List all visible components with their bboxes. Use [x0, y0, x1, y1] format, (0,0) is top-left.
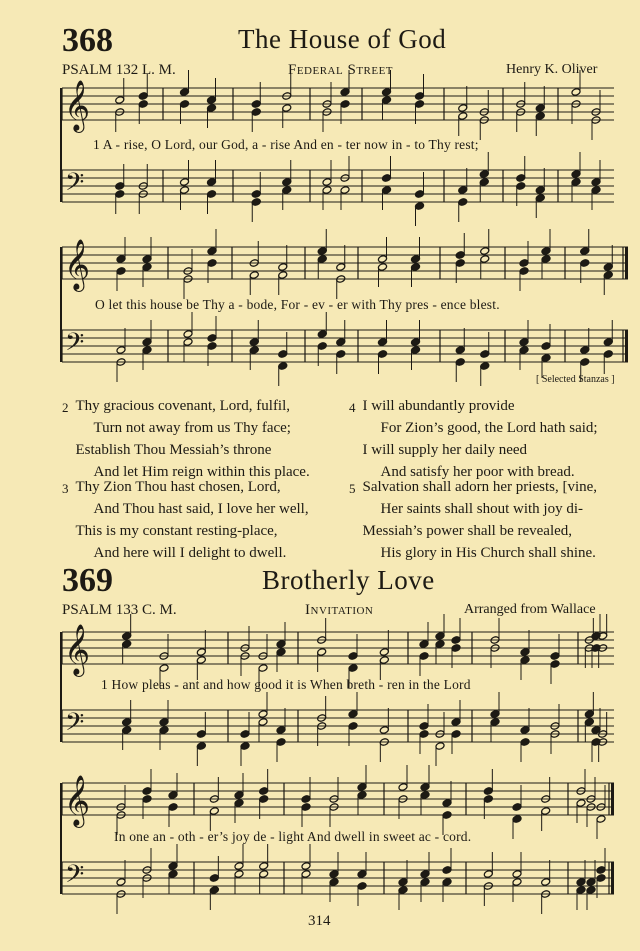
note-head [340, 100, 350, 109]
note-head [571, 178, 581, 187]
final-barline [611, 783, 614, 815]
note-head [451, 636, 461, 645]
verse-line: For Zion’s good, the Lord hath said; [380, 420, 598, 436]
note-head [519, 346, 529, 355]
note-head [455, 259, 465, 268]
bass-clef-icon: 𝄢 [65, 168, 85, 203]
verse-number: 3 [62, 481, 69, 496]
note-head [535, 186, 545, 195]
note-head [357, 882, 367, 891]
note-head [336, 338, 346, 347]
note-head [116, 267, 126, 276]
verse-block [349, 394, 599, 484]
verse-line: Thy Zion Thou hast chosen, Lord, [75, 479, 281, 495]
note-head [301, 795, 311, 804]
note-head [541, 255, 551, 264]
note-head [603, 350, 613, 359]
note-head [209, 886, 219, 895]
note-head [519, 338, 529, 347]
note-head [138, 100, 148, 109]
note-head [159, 664, 169, 673]
treble-clef-icon: 𝄞 [64, 775, 91, 826]
note-head [348, 710, 358, 719]
note-head [282, 104, 292, 113]
note-head [317, 255, 327, 264]
note-head [278, 362, 288, 371]
hymn-number: 369 [62, 562, 113, 599]
note-head [519, 267, 529, 276]
note-head [234, 799, 244, 808]
note-head [180, 178, 190, 187]
note-head [516, 182, 526, 191]
note-head [378, 263, 388, 272]
note-head [276, 738, 286, 747]
verse-line: And here will I delight to dwell. [93, 545, 287, 561]
bass-clef-icon: 𝄢 [65, 860, 85, 895]
note-head [207, 104, 217, 113]
note-head [535, 194, 545, 203]
note-head [411, 346, 421, 355]
note-head [258, 664, 268, 673]
note-head [251, 108, 261, 117]
verse-block [62, 475, 310, 565]
note-head [479, 178, 489, 187]
note-head [251, 198, 261, 207]
verse-line: I will supply her daily need [362, 442, 528, 458]
note-head [382, 88, 392, 97]
note-head [357, 870, 367, 879]
note-head [379, 726, 389, 735]
note-head [580, 247, 590, 256]
verse [349, 475, 598, 565]
note-head [142, 787, 152, 796]
note-head [180, 186, 190, 195]
verse-number: 4 [349, 400, 356, 415]
hymn-title: The House of God [238, 24, 447, 54]
note-head [240, 730, 250, 739]
hymn-title: Brotherly Love [262, 565, 435, 595]
note-head [411, 255, 421, 264]
note-head [591, 186, 601, 195]
note-head [420, 791, 430, 800]
note-head [419, 640, 429, 649]
note-head [458, 104, 468, 113]
note-head [378, 255, 388, 264]
note-head [541, 247, 551, 256]
note-head [490, 710, 500, 719]
verse-line: Messiah’s power shall be revealed, [362, 523, 573, 539]
composer: Henry K. Oliver [506, 62, 598, 77]
note-head [458, 186, 468, 195]
verse [62, 475, 310, 565]
verse-line: And Thou hast said, I love her well, [93, 501, 309, 517]
note-head [550, 660, 560, 669]
note-head [490, 718, 500, 727]
note-head [142, 338, 152, 347]
note-head [576, 886, 586, 895]
note-head [336, 350, 346, 359]
note-head [322, 186, 332, 195]
note-head [116, 346, 126, 355]
treble-clef-icon: 𝄞 [64, 239, 91, 290]
note-head [317, 342, 327, 351]
note-head [168, 870, 178, 879]
note-head [301, 803, 311, 812]
note-head [180, 100, 190, 109]
note-head [322, 178, 332, 187]
note-head [603, 263, 613, 272]
note-head [541, 807, 551, 816]
note-head [317, 648, 327, 657]
note-head [183, 330, 193, 339]
final-barline [625, 330, 628, 362]
note-head [382, 186, 392, 195]
note-head [234, 791, 244, 800]
note-head [382, 174, 392, 183]
verse-block [349, 475, 598, 565]
note-head [571, 88, 581, 97]
lyric-line: 1 How pleas - ant and how good it is When breth - ren in the Lord [101, 677, 471, 692]
note-head [520, 738, 530, 747]
note-head [259, 787, 269, 796]
note-head [420, 878, 430, 887]
note-head [479, 170, 489, 179]
note-head [451, 718, 461, 727]
note-head [207, 178, 217, 187]
note-head [196, 656, 206, 665]
note-head [442, 878, 452, 887]
note-head [259, 870, 269, 879]
note-head [249, 346, 259, 355]
note-head [442, 811, 452, 820]
note-head [336, 263, 346, 272]
lyric-line: 1 A - rise, O Lord, our God, a - rise And en - ter now in - to Thy rest; [93, 137, 479, 152]
note-head [142, 263, 152, 272]
composer: Arranged from Wallace [464, 602, 596, 617]
verse [349, 394, 599, 484]
note-head [591, 178, 601, 187]
note-head [458, 198, 468, 207]
note-head [580, 358, 590, 367]
verse-line: This is my constant resting-place, [75, 523, 278, 539]
note-head [483, 870, 493, 879]
note-head [584, 710, 594, 719]
note-head [596, 874, 606, 883]
note-head [196, 742, 206, 751]
note-head [419, 652, 429, 661]
page-number: 314 [308, 913, 331, 929]
note-head [196, 730, 206, 739]
note-head [415, 190, 425, 199]
note-head [282, 178, 292, 187]
note-head [535, 104, 545, 113]
verse [62, 394, 311, 484]
note-head [512, 803, 522, 812]
final-barline [611, 862, 614, 894]
note-head [258, 718, 268, 727]
lyric-line: O let this house be Thy a - bode, For - ev - er with Thy pres - ence blest. [95, 297, 500, 312]
note-head [480, 255, 490, 264]
note-head [357, 791, 367, 800]
note-head [180, 88, 190, 97]
hymn-meter: PSALM 133 C. M. [62, 602, 177, 618]
lyric-line: In one an - oth - er’s joy de - light And dwell in sweet ac - cord. [114, 829, 472, 844]
note-head [142, 795, 152, 804]
note-head [207, 247, 217, 256]
note-head [207, 342, 217, 351]
verse-line: Salvation shall adorn her priests, [vine, [362, 479, 598, 495]
note-head [576, 878, 586, 887]
note-head [329, 870, 339, 879]
note-head [259, 862, 269, 871]
note-head [122, 640, 132, 649]
note-head [483, 795, 493, 804]
note-head [480, 362, 490, 371]
note-head [378, 338, 388, 347]
note-head [317, 247, 327, 256]
note-head [596, 815, 606, 824]
note-head [196, 648, 206, 657]
note-head [340, 88, 350, 97]
note-head [209, 874, 219, 883]
note-head [483, 787, 493, 796]
verse-line: Thy gracious covenant, Lord, fulfil, [75, 398, 291, 414]
note-head [442, 866, 452, 875]
note-head [329, 878, 339, 887]
note-head [259, 795, 269, 804]
note-head [520, 726, 530, 735]
note-head [115, 190, 125, 199]
note-head [183, 338, 193, 347]
note-head [258, 710, 268, 719]
note-head [415, 202, 425, 211]
note-head [249, 271, 259, 280]
note-head [435, 632, 445, 641]
note-head [415, 100, 425, 109]
note-head [480, 247, 490, 256]
treble-clef-icon: 𝄞 [64, 80, 91, 131]
note-head [249, 338, 259, 347]
note-head [209, 807, 219, 816]
note-head [520, 656, 530, 665]
note-head [398, 878, 408, 887]
tune-name: Federal Street [288, 62, 394, 78]
note-head [122, 632, 132, 641]
note-head [603, 271, 613, 280]
note-head [442, 799, 452, 808]
note-head [116, 255, 126, 264]
note-head [122, 726, 132, 735]
note-head [420, 783, 430, 792]
note-head [378, 350, 388, 359]
note-head [455, 358, 465, 367]
note-head [419, 730, 429, 739]
note-head [116, 878, 126, 887]
note-head [115, 182, 125, 191]
note-head [348, 664, 358, 673]
note-head [301, 870, 311, 879]
note-head [138, 92, 148, 101]
hymn-meter: PSALM 132 L. M. [62, 62, 176, 78]
bass-clef-icon: 𝄢 [65, 328, 85, 363]
note-head [435, 742, 445, 751]
note-head [415, 92, 425, 101]
note-head [451, 730, 461, 739]
note-head [512, 870, 522, 879]
note-head [480, 350, 490, 359]
note-head [207, 334, 217, 343]
note-head [207, 190, 217, 199]
note-head [576, 799, 586, 808]
note-head [379, 648, 389, 657]
hymn-number: 368 [62, 22, 113, 59]
note-head [541, 878, 551, 887]
note-head [541, 354, 551, 363]
note-head [207, 259, 217, 268]
verse-line: And let Him reign within this place. [93, 464, 310, 480]
note-head [234, 870, 244, 879]
stanza-note: [ Selected Stanzas ] [536, 374, 615, 385]
note-head [348, 652, 358, 661]
note-head [168, 803, 178, 812]
note-head [398, 886, 408, 895]
verse-line: Her saints shall shout with joy di- [380, 501, 583, 517]
note-head [519, 259, 529, 268]
note-head [398, 783, 408, 792]
final-barline [625, 247, 628, 279]
note-head [115, 96, 125, 105]
note-head [571, 170, 581, 179]
note-head [419, 722, 429, 731]
verse-line: His glory in His Church shall shine. [380, 545, 596, 561]
note-head [580, 346, 590, 355]
note-head [340, 186, 350, 195]
note-head [357, 783, 367, 792]
note-head [603, 338, 613, 347]
note-head [142, 346, 152, 355]
note-head [317, 330, 327, 339]
note-head [411, 338, 421, 347]
note-head [168, 791, 178, 800]
note-head [535, 112, 545, 121]
verse-line: I will abundantly provide [362, 398, 515, 414]
treble-clef-icon: 𝄞 [64, 624, 91, 675]
note-head [451, 644, 461, 653]
note-head [122, 718, 132, 727]
note-head [159, 718, 169, 727]
tune-name: Invitation [305, 602, 374, 618]
note-head [168, 862, 178, 871]
note-head [276, 726, 286, 735]
bass-clef-icon: 𝄢 [65, 708, 85, 743]
verse-line: Establish Thou Messiah’s throne [75, 442, 272, 458]
note-head [435, 640, 445, 649]
note-head [240, 742, 250, 751]
note-head [159, 726, 169, 735]
note-head [276, 648, 286, 657]
note-head [251, 100, 261, 109]
note-head [278, 350, 288, 359]
note-head [379, 656, 389, 665]
note-head [278, 263, 288, 272]
note-head [207, 96, 217, 105]
note-head [278, 271, 288, 280]
note-head [512, 815, 522, 824]
note-head [420, 870, 430, 879]
verse-line: And satisfy her poor with bread. [380, 464, 575, 480]
verse-number: 5 [349, 481, 356, 496]
note-head [382, 96, 392, 105]
note-head [512, 878, 522, 887]
note-head [251, 190, 261, 199]
note-head [586, 878, 596, 887]
note-head [584, 718, 594, 727]
note-head [276, 640, 286, 649]
note-head [580, 259, 590, 268]
verse-block [62, 394, 311, 484]
note-head [455, 251, 465, 260]
note-head [234, 862, 244, 871]
note-head [596, 866, 606, 875]
note-head [455, 346, 465, 355]
note-head [348, 722, 358, 731]
verse-line: Turn not away from us Thy face; [93, 420, 291, 436]
note-head [142, 255, 152, 264]
note-head [282, 186, 292, 195]
note-head [458, 112, 468, 121]
note-head [541, 342, 551, 351]
note-head [520, 648, 530, 657]
note-head [411, 263, 421, 272]
note-head [550, 652, 560, 661]
note-head [301, 862, 311, 871]
note-head [516, 174, 526, 183]
verse-number: 2 [62, 400, 69, 415]
note-head [586, 886, 596, 895]
